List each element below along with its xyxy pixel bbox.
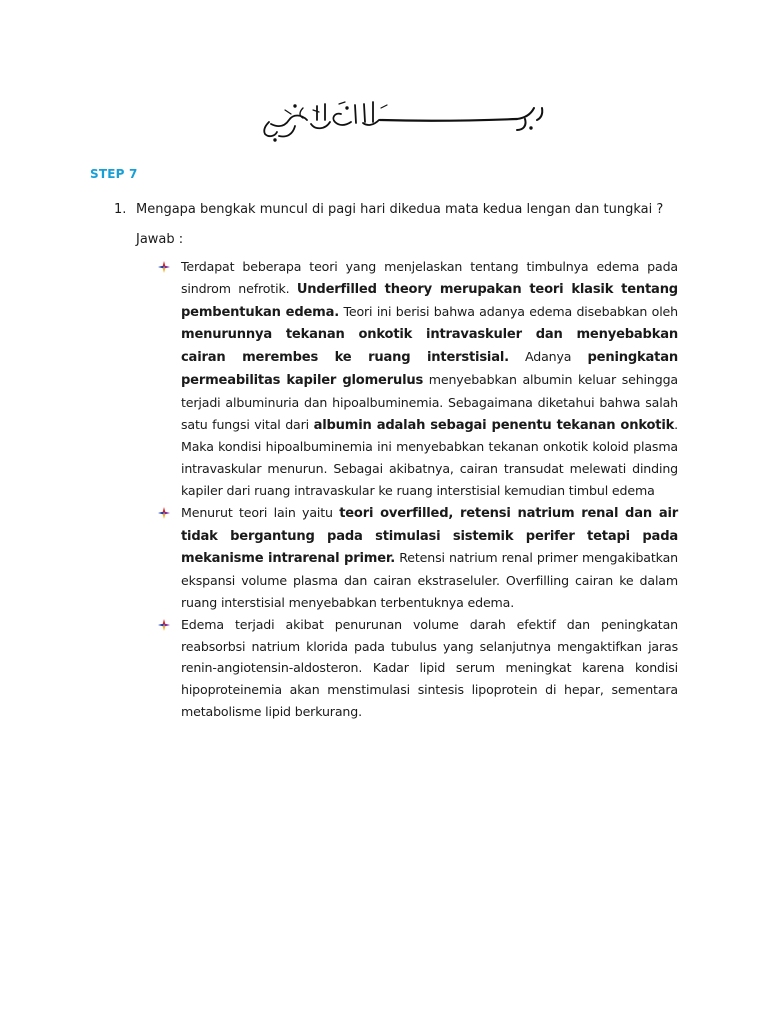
answer-bullet-list bbox=[158, 256, 678, 723]
answer-label: Jawab : bbox=[136, 232, 184, 247]
bullet-text: Retensi natrium renal primer mengakibatkan ekspansi volume plasma dan cairan ekstraseluler. Overfilling cairan ke dalam ruang interstisial menyebabkan terbentuknya edema. bbox=[181, 550, 678, 610]
step-heading: STEP 7 bbox=[90, 167, 138, 181]
bismillah-calligraphy-header bbox=[255, 96, 547, 148]
answer-bullet-1 bbox=[158, 256, 678, 502]
four-pointed-star-bullet-icon bbox=[158, 619, 170, 631]
question-text: Mengapa bengkak muncul di pagi hari dikedua mata kedua lengan dan tungkai ? bbox=[136, 202, 664, 217]
bullet-text: Terdapat beberapa teori yang menjelaskan tentang timbulnya edema pada sindrom nefrotik. bbox=[181, 259, 678, 296]
bullet-bold-text: Underfilled theory merupakan teori klasik tentang pembentukan edema. bbox=[181, 281, 678, 320]
bullet-text: . Maka kondisi hipoalbuminemia ini menyebabkan tekanan onkotik koloid plasma intravaskular menurun. Sebagai akibatnya, cairan transudat melewati dinding kapiler dari ruang intravaskular ke ruang interstisial kemudian timbul edema bbox=[181, 416, 678, 498]
answer-bullet-3 bbox=[158, 614, 678, 723]
bullet-bold-text: albumin adalah sebagai penentu tekanan onkotik bbox=[313, 417, 675, 433]
four-pointed-star-bullet-icon bbox=[158, 261, 170, 273]
bullet-bold-text: teori overfilled, retensi natrium renal dan air tidak bergantung pada stimulasi sistemik perifer tetapi pada mekanisme intrarenal primer. bbox=[181, 505, 679, 567]
bismillah-calligraphy-icon bbox=[255, 96, 547, 148]
bullet-text: Menurut teori lain yaitu bbox=[181, 504, 340, 520]
bullet-text: Teori ini berisi bahwa adanya edema disebabkan oleh bbox=[339, 303, 678, 319]
bullet-bold-text: peningkatan permeabilitas kapiler glomerulus bbox=[181, 350, 678, 388]
four-pointed-star-bullet-icon bbox=[158, 507, 170, 519]
bullet-text: Adanya bbox=[508, 349, 588, 365]
bullet-text: Edema terjadi akibat penurunan volume darah efektif dan peningkatan reabsorbsi natrium klorida pada tubulus yang selanjutnya mengaktifkan jaras renin-angiotensin-aldosteron. Kadar lipid serum meningkat karena kondisi hipoproteinemia akan menstimulasi sintesis lipoprotein di hepar, sementara metabolisme lipid berkurang. bbox=[181, 616, 678, 719]
question-number: 1. bbox=[114, 202, 127, 217]
answer-bullet-2 bbox=[158, 502, 678, 614]
bullet-text: menyebabkan albumin keluar sehingga terjadi albuminuria dan hipoalbuminemia. Sebagaimana diketahui bahwa salah satu fungsi vital dari bbox=[181, 371, 678, 432]
question-1 bbox=[114, 201, 674, 219]
bullet-bold-text: menurunnya tekanan onkotik intravaskuler dan menyebabkan cairan merembes ke ruang interstisial. bbox=[181, 327, 678, 366]
